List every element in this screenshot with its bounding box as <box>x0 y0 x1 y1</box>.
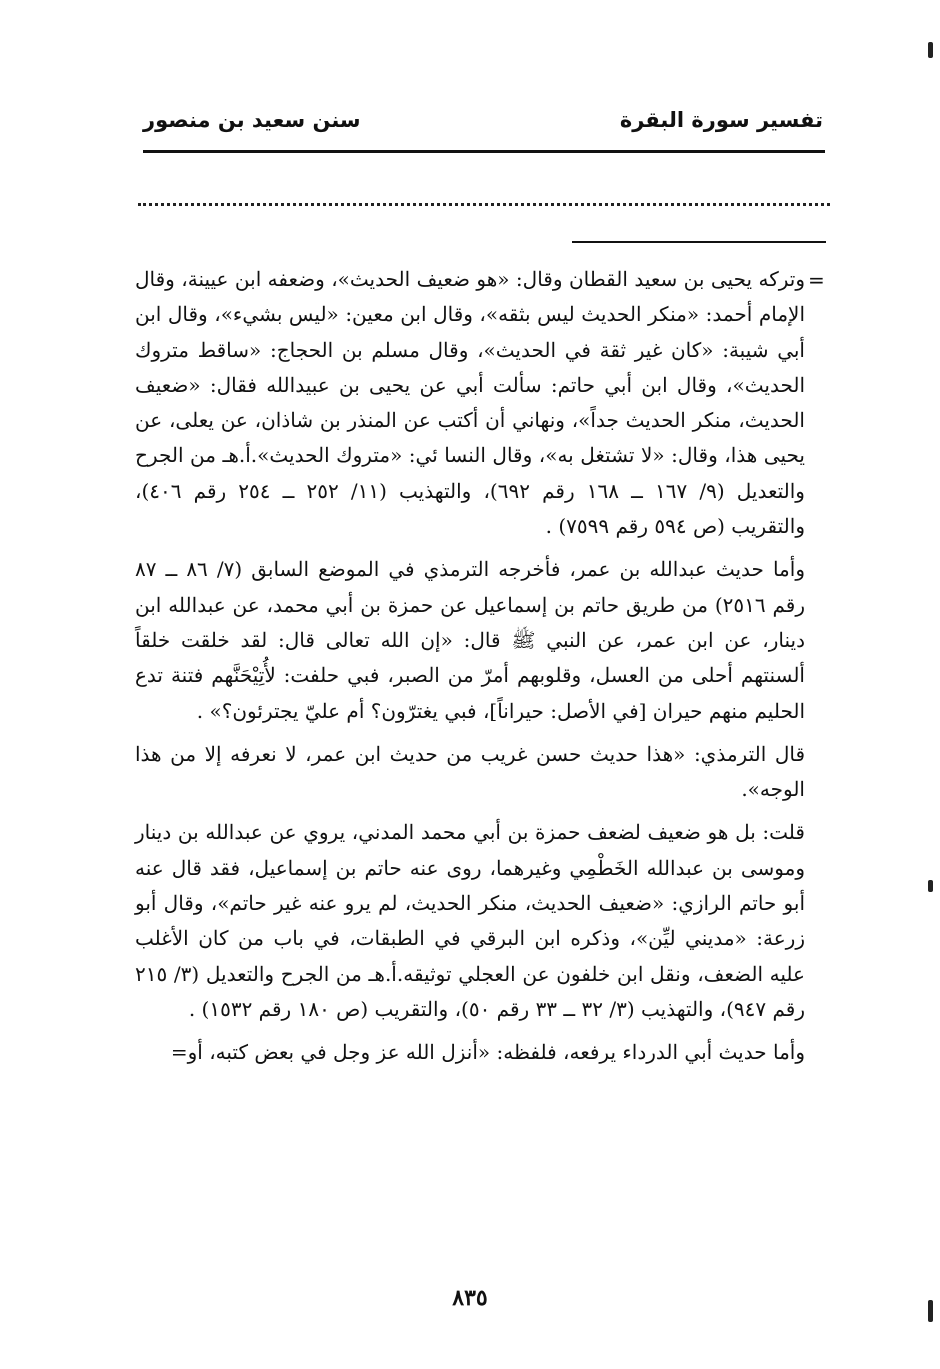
continuation-marker: = <box>808 268 825 292</box>
footnote-text <box>135 262 805 1079</box>
page-number: ٨٣٥ <box>452 1285 488 1311</box>
footnote-paragraph-4: قلت: بل هو ضعيف لضعف حمزة بن أبي محمد المدني، يروي عن عبدالله بن دينار وموسى بن عبدالله الخَطْمِي وغيرهما، روى عنه حاتم بن إسماعيل، فقد قال عنه أبو حاتم الرازي: «ضعيف الحديث، منكر الحديث، لم يرو عنه غير حاتم»، وقال أبو زرعة: «مديني ليِّن»، وذكره ابن البرقي في الطبقات، في باب من كان الأغلب عليه الضعف، ونقل ابن خلفون عن العجلي توثيقه.أ.هـ من الجرح والتعديل (٣/ ٢١٥ رقم ٩٤٧)، والتهذيب (٣/ ٣٢ ــ ٣٣ رقم ٥٠)، والتقريب (ص ١٨٠ رقم ١٥٣٢) . <box>135 820 805 1021</box>
book-title: سنن سعيد بن منصور <box>143 108 361 132</box>
footnote-paragraph-2: وأما حديث عبدالله بن عمر، فأخرجه الترمذي في الموضع السابق (٧/ ٨٦ ــ ٨٧ رقم ٢٥١٦) من طريق حاتم بن إسماعيل عن حمزة بن أبي محمد، عن عبدالله ابن دينار، عن ابن عمر، عن النبي ﷺ قال: «إن الله تعالى قال: لقد خلقت خلقاً ألسنتهم أحلى من العسل، وقلوبهم أمرّ من الصبر، فبي حلفت: لأُتِيْحَنَّهم فتنة تدع الحليم منهم حيران [في الأصل: حيراناً]، فبي يغترّون؟ أم عليّ يجترئون؟» . <box>135 557 805 723</box>
scan-edge-mark <box>928 1300 933 1322</box>
running-header <box>143 100 823 144</box>
dotted-separator <box>138 203 830 206</box>
footnote-paragraph-5: وأما حديث أبي الدرداء يرفعه، فلفظه: «أنزل الله عز وجل في بعض كتبه، أو= <box>170 1040 805 1065</box>
footnote-paragraph-1: وتركه يحيى بن سعيد القطان وقال: «هو ضعيف الحديث»، وضعفه ابن عيينة، وقال الإمام أحمد: «منكر الحديث ليس بثقه»، وقال ابن معين: «ليس بشيء»، وقال ابن أبي شيبة: «كان غير ثقة في الحديث»، وقال مسلم بن الحجاج: «ساقط متروك الحديث»، وقال ابن أبي حاتم: سألت أبي عن يحيى بن عبيدالله فقال: «ضعيف الحديث، منكر الحديث جداً»، ونهاني أن أكتب عن المنذر بن شاذان، عن يعلى، عن يحيى هذا، وقال: «لا تشتغل به»، وقال النسا ئي: «متروك الحديث».أ.هـ من الجرح والتعديل (٩/ ١٦٧ ــ ١٦٨ رقم ٦٩٢)، والتهذيب (١١/ ٢٥٢ ــ ٢٥٤ رقم ٤٠٦)، والتقريب (ص ٥٩٤ رقم ٧٥٩٩) . <box>135 267 805 539</box>
chapter-title: تفسير سورة البقرة <box>619 108 823 132</box>
scan-edge-mark <box>928 880 933 892</box>
header-rule <box>143 150 825 153</box>
footnote-paragraph-3: قال الترمذي: «هذا حديث حسن غريب من حديث ابن عمر، لا نعرفه إلا من هذا الوجه». <box>135 741 805 802</box>
footnote-rule <box>572 241 826 243</box>
scan-edge-mark <box>928 42 933 58</box>
